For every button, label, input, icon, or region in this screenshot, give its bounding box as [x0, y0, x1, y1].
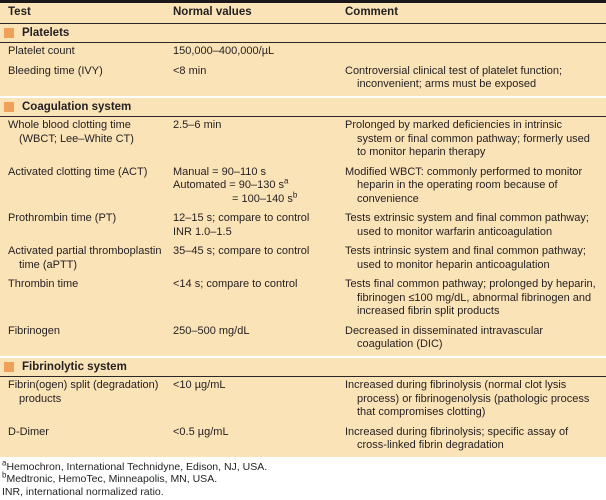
comment-cell: Modified WBCT: commonly performed to monitor heparin in the operating room because of convenience — [345, 165, 583, 205]
column-header-comment: Comment — [345, 6, 399, 18]
normal-values-cell — [173, 377, 345, 424]
comment-cell: Tests intrinsic system and final common pathway; used to monitor heparin anticoagulation — [345, 245, 586, 271]
table-body — [0, 24, 606, 457]
normal-values-cell — [173, 424, 345, 457]
footnote-line: $^a$Hemochron, International Technidyne, Edison, NJ, USA. — [2, 458, 268, 473]
test-cell: Bleeding time (IVY) — [8, 64, 103, 77]
test-cell: Activated partial thromboplastin time (aPTT) — [8, 245, 162, 271]
value-line: <0.5 µg/mL — [173, 425, 229, 438]
section-header — [0, 98, 606, 117]
comment-cell: Increased during fibrinolysis; specific assay of cross-linked fibrin degradation — [345, 425, 569, 451]
section-bullet-icon — [4, 102, 14, 112]
value-line: INR 1.0–1.5 — [173, 225, 232, 238]
value-line: <14 s; compare to control — [173, 278, 298, 290]
section-bullet-icon — [4, 28, 14, 38]
table-row — [0, 164, 606, 211]
footnote-marker: a — [2, 458, 7, 467]
value-line: 2.5–6 min — [173, 119, 222, 131]
normal-values-cell — [173, 276, 345, 323]
comment-cell: Tests extrinsic system and final common pathway; used to monitor warfarin anticoagulation — [345, 212, 589, 238]
value-line: 12–15 s; compare to control — [173, 212, 310, 224]
comment-cell: Controversial clinical test of platelet function; inconvenient; arms must be exposed — [345, 64, 563, 90]
value-line: Manual = 90–110 s — [173, 165, 267, 178]
value-line: <10 µg/mL — [173, 379, 226, 391]
footnote-marker: b — [2, 470, 7, 480]
table-row — [0, 276, 606, 323]
column-header-row — [0, 3, 606, 23]
table-row — [0, 43, 606, 63]
section-bullet-icon — [4, 362, 14, 372]
section-title: Fibrinolytic system — [22, 360, 127, 373]
footnote-line: INR, international normalized ratio. — [2, 485, 164, 498]
test-cell: Fibrinogen — [8, 324, 60, 337]
column-header-test: Test — [8, 6, 31, 18]
table-row — [0, 210, 606, 243]
value-line: = 100–140 $s^b$ — [232, 189, 298, 205]
test-cell: Prothrombin time (PT) — [8, 212, 117, 224]
section-header — [0, 358, 606, 377]
test-cell: Activated clotting time (ACT) — [8, 165, 148, 178]
normal-values-cell — [173, 164, 345, 211]
footnotes — [0, 458, 606, 499]
normal-values-cell — [173, 323, 345, 356]
table-row — [0, 323, 606, 356]
normal-values-cell — [173, 117, 345, 164]
comment-cell: Tests final common pathway; prolonged by heparin, fibrinogen ≤100 mg/dL, abnormal fibrinogen and increased fibrin split products — [345, 278, 596, 317]
table-row — [0, 424, 606, 457]
normal-values-cell — [173, 43, 345, 63]
table-row — [0, 117, 606, 164]
normal-values-cell — [173, 210, 345, 243]
normal-values-cell — [173, 63, 345, 96]
normal-values-cell — [173, 243, 345, 276]
comment-cell: Prolonged by marked deficiencies in intrinsic system or final common pathway; formerly used to monitor heparin therapy — [345, 119, 590, 158]
test-cell: Fibrin(ogen) split (degradation) products — [8, 379, 159, 405]
section-header — [0, 24, 606, 43]
footnote-marker: b — [292, 189, 298, 199]
test-cell: D-Dimer — [8, 425, 49, 438]
value-line: 150,000–400,000/µL — [173, 45, 275, 57]
value-line: 250–500 mg/dL — [173, 324, 250, 337]
value-line: Automated = 90–130 $s^a$ — [173, 176, 289, 191]
section-title: Coagulation system — [22, 100, 132, 113]
value-line: 35–45 s; compare to control — [173, 245, 310, 257]
comment-cell — [345, 43, 606, 63]
table-row — [0, 243, 606, 276]
section-title: Platelets — [22, 26, 70, 39]
table-row — [0, 377, 606, 424]
footnote-line: $^b$Medtronic, HemoTec, Minneapolis, MN, USA. — [2, 470, 218, 485]
comment-cell: Increased during fibrinolysis (normal clot lysis process) or fibrinogenolysis (pathologic process that compromises clotting) — [345, 379, 590, 418]
value-line: <8 min — [173, 64, 207, 77]
test-cell: Thrombin time — [8, 278, 79, 290]
column-header-normal-values: Normal values — [173, 6, 252, 18]
footnote-marker: a — [284, 176, 289, 186]
comment-cell: Decreased in disseminated intravascular coagulation (DIC) — [345, 324, 544, 350]
test-cell: Whole blood clotting time (WBCT; Lee–White CT) — [8, 119, 134, 145]
table-row — [0, 63, 606, 96]
test-cell: Platelet count — [8, 45, 75, 57]
